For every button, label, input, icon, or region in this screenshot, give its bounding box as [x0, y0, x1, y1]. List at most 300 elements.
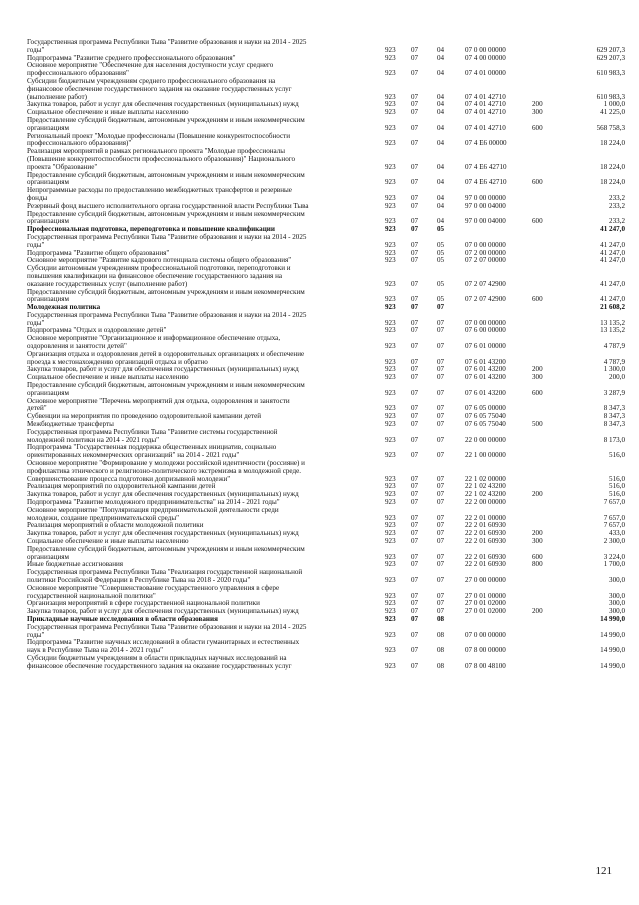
- agency-code: 923: [385, 139, 396, 148]
- agency-code: 923: [385, 100, 396, 109]
- subsection-code: 04: [437, 139, 445, 148]
- amount: 4 787,9: [603, 357, 625, 366]
- section-code: 07: [411, 357, 419, 366]
- section-code: 07: [411, 53, 419, 62]
- amount: 13 135,2: [600, 326, 625, 335]
- section-code: 07: [411, 388, 419, 397]
- agency-code: 923: [385, 373, 396, 382]
- subsection-code: 08: [437, 661, 445, 670]
- amount: 568 758,3: [596, 123, 625, 132]
- agency-code: 923: [385, 513, 396, 522]
- table-row: [27, 507, 625, 523]
- agency-code: 923: [385, 474, 396, 483]
- subsection-code: 07: [437, 490, 445, 499]
- table-row: [27, 655, 625, 671]
- amount: 7 657,0: [603, 521, 625, 530]
- amount: 14 990,0: [600, 630, 625, 639]
- agency-code: 923: [385, 661, 396, 670]
- amount: 41 247,0: [600, 248, 625, 257]
- target-code: 27 0 00 00000: [465, 575, 506, 584]
- agency-code: 923: [385, 498, 396, 507]
- expense-type-code: 300: [532, 537, 543, 545]
- section-code: 07: [411, 646, 419, 655]
- expense-type-code: 600: [532, 388, 543, 397]
- section-code: 07: [411, 591, 419, 600]
- section-code: 07: [411, 365, 419, 374]
- target-code: 07 6 05 75040: [465, 412, 506, 421]
- agency-code: 923: [385, 388, 396, 397]
- section-code: 07: [411, 217, 419, 226]
- section-code: 07: [411, 373, 419, 382]
- subsection-code: 08: [437, 614, 445, 623]
- amount: 629 207,3: [596, 53, 625, 62]
- target-code: 97 0 00 00000: [465, 193, 506, 202]
- row-name: Предоставление субсидий бюджетным, автономным учреждениям и иным некоммерческим организациям: [27, 381, 305, 397]
- amount: 200,0: [609, 373, 625, 382]
- amount: 516,0: [609, 474, 625, 483]
- expense-type-code: 600: [532, 552, 543, 561]
- row-name: Субсидии бюджетным учреждениям в области прикладных научных исследований на финансовое обеспечение государственного задания на оказание государственных услуг: [27, 653, 292, 670]
- amount: 41 247,0: [600, 240, 625, 249]
- agency-code: 923: [385, 552, 396, 561]
- row-name: Подпрограмма "Развитие научных исследований в области гуманитарных и естественных наук в Республике Тыва на 2014 - 2021 годы": [27, 638, 300, 655]
- row-name: Социальное обеспечение и иные выплаты населению: [27, 108, 189, 117]
- amount: 233,2: [609, 217, 625, 226]
- target-code: 07 4 E6 42710: [465, 162, 507, 171]
- target-code: 07 4 01 00000: [465, 69, 506, 78]
- agency-code: 923: [385, 404, 396, 413]
- amount: 3 287,9: [603, 388, 625, 397]
- section-code: 07: [411, 521, 419, 530]
- amount: 1 300,0: [603, 365, 625, 374]
- section-code: 07: [411, 498, 419, 507]
- section-code: 07: [411, 193, 419, 202]
- row-name: Закупка товаров, работ и услуг для обеспечения государственных (муниципальных) нужд: [27, 490, 299, 499]
- target-code: 27 0 01 02000: [465, 599, 506, 608]
- amount: 7 657,0: [603, 513, 625, 522]
- section-code: 07: [411, 318, 419, 327]
- table-row: [27, 429, 625, 445]
- row-name: Субсидии бюджетным учреждениям среднего профессионального образования на финансовое обеспечение государственного задания на оказание государственных услуг (выполнение работ): [27, 76, 292, 101]
- amount: 300,0: [609, 599, 625, 608]
- expense-type-code: 200: [532, 100, 543, 109]
- amount: 629 207,3: [596, 45, 625, 54]
- target-code: 07 6 01 43200: [465, 388, 506, 397]
- section-code: 07: [411, 342, 419, 351]
- section-code: 07: [411, 303, 419, 312]
- agency-code: 923: [385, 108, 396, 117]
- subsection-code: 07: [437, 591, 445, 600]
- section-code: 07: [411, 248, 419, 257]
- row-name: Подпрограмма "Развитие среднего профессионального образования": [27, 53, 236, 62]
- row-name: Государственная программа Республики Тыва "Развитие образования и науки на 2014 - 2025 годы": [27, 622, 307, 639]
- expense-type-code: 500: [532, 420, 543, 429]
- amount: 8 173,0: [603, 435, 625, 444]
- row-name: Государственная программа Республики Тыва "Развитие образования и науки на 2014 - 2025 годы": [27, 310, 307, 327]
- agency-code: 923: [385, 560, 396, 569]
- subsection-code: 07: [437, 599, 445, 608]
- table-row: [27, 62, 625, 78]
- table-row: [27, 211, 625, 227]
- section-code: 07: [411, 451, 419, 460]
- subsection-code: 07: [437, 451, 445, 460]
- subsection-code: 05: [437, 295, 445, 304]
- target-code: 27 0 01 02000: [465, 607, 506, 616]
- row-name: Социальное обеспечение и иные выплаты населению: [27, 537, 189, 545]
- row-name: Иные бюджетные ассигнования: [27, 560, 124, 569]
- target-code: 07 6 05 75040: [465, 420, 506, 429]
- amount: 433,0: [609, 529, 625, 538]
- section-code: 07: [411, 420, 419, 429]
- target-code: 07 4 01 42710: [465, 92, 506, 101]
- agency-code: 923: [385, 490, 396, 499]
- subsection-code: 08: [437, 646, 445, 655]
- expense-type-code: 300: [532, 373, 543, 382]
- amount: 610 983,3: [596, 69, 625, 78]
- amount: 14 990,0: [600, 646, 625, 655]
- section-code: 07: [411, 552, 419, 561]
- subsection-code: 07: [437, 607, 445, 616]
- section-code: 07: [411, 435, 419, 444]
- subsection-code: 04: [437, 162, 445, 171]
- row-name: Основное мероприятие "Обеспечение для населения доступности услуг среднего профессионального образования": [27, 61, 274, 78]
- agency-code: 923: [385, 614, 396, 623]
- agency-code: 923: [385, 69, 396, 78]
- table-row: [27, 546, 625, 562]
- expense-type-code: 600: [532, 295, 543, 304]
- subsection-code: 05: [437, 240, 445, 249]
- subsection-code: 07: [437, 373, 445, 382]
- amount: 41 247,0: [600, 225, 625, 234]
- amount: 8 347,3: [603, 404, 625, 413]
- target-code: 97 0 00 04000: [465, 201, 506, 210]
- section-code: 07: [411, 404, 419, 413]
- target-code: 07 0 00 00000: [465, 45, 506, 54]
- agency-code: 923: [385, 162, 396, 171]
- row-name: Реализация мероприятий в области молодежной политики: [27, 521, 204, 530]
- subsection-code: 05: [437, 256, 445, 265]
- table-row: [27, 351, 625, 367]
- section-code: 07: [411, 92, 419, 101]
- expense-type-code: 200: [532, 529, 543, 538]
- table-row: [27, 624, 625, 640]
- subsection-code: 07: [437, 326, 445, 335]
- target-code: 07 4 01 42710: [465, 123, 506, 132]
- section-code: 07: [411, 45, 419, 54]
- section-code: 07: [411, 162, 419, 171]
- subsection-code: 07: [437, 521, 445, 530]
- table-row: [27, 460, 625, 483]
- agency-code: 923: [385, 178, 396, 187]
- row-name: Основное мероприятие "Перечень мероприятий для отдыха, оздоровления и занятости детей": [27, 396, 290, 413]
- table-row: [27, 148, 625, 171]
- subsection-code: 07: [437, 357, 445, 366]
- amount: 300,0: [609, 607, 625, 616]
- page-number: 121: [595, 865, 612, 877]
- target-code: 07 4 00 00000: [465, 53, 506, 62]
- section-code: 07: [411, 529, 419, 538]
- subsection-code: 04: [437, 201, 445, 210]
- section-code: 07: [411, 630, 419, 639]
- subsection-code: 07: [437, 537, 445, 545]
- target-code: 22 2 01 60930: [465, 537, 506, 545]
- table-row: [27, 335, 625, 351]
- section-code: 07: [411, 139, 419, 148]
- table-row: [27, 585, 625, 601]
- subsection-code: 04: [437, 193, 445, 202]
- row-name: Реализация мероприятий в рамках регионального проекта "Молодые профессионалы (Повышение конкурентоспособности профессионального образования)" Национального проекта "Образование": [27, 147, 296, 171]
- target-code: 22 1 00 00000: [465, 451, 506, 460]
- agency-code: 923: [385, 225, 396, 234]
- table-row: [27, 265, 625, 288]
- agency-code: 923: [385, 326, 396, 335]
- target-code: 07 8 00 48100: [465, 661, 506, 670]
- section-code: 07: [411, 412, 419, 421]
- budget-table: [27, 39, 625, 671]
- expense-type-code: 600: [532, 178, 543, 187]
- subsection-code: 07: [437, 529, 445, 538]
- section-code: 07: [411, 490, 419, 499]
- table-row: [27, 187, 625, 203]
- subsection-code: 07: [437, 474, 445, 483]
- row-name: Государственная программа Республики Тыва "Развитие образования и науки на 2014 - 2025 годы": [27, 38, 307, 54]
- target-code: 07 6 01 00000: [465, 342, 506, 351]
- target-code: 22 2 01 60930: [465, 560, 506, 569]
- row-name: Социальное обеспечение и иные выплаты населению: [27, 373, 189, 382]
- subsection-code: 07: [437, 404, 445, 413]
- row-name: Государственная программа Республики Тыва "Развитие системы государственной молодежной политики на 2014 - 2021 годы": [27, 427, 278, 444]
- subsection-code: 07: [437, 513, 445, 522]
- subsection-code: 04: [437, 217, 445, 226]
- target-code: 07 6 01 43200: [465, 373, 506, 382]
- row-name: Резервный фонд высшего исполнительного органа государственной власти Республики Тыва: [27, 201, 309, 210]
- expense-type-code: 200: [532, 607, 543, 616]
- table-row: [27, 39, 625, 55]
- agency-code: 923: [385, 482, 396, 491]
- subsection-code: 04: [437, 108, 445, 117]
- section-code: 07: [411, 225, 419, 234]
- subsection-code: 07: [437, 498, 445, 507]
- row-name: Межбюджетные трансферты: [27, 420, 114, 429]
- row-name: Реализация мероприятий по оздоровительной кампании детей: [27, 482, 216, 491]
- row-name: Основное мероприятие "Развитие кадрового потенциала системы общего образования": [27, 256, 292, 265]
- expense-type-code: 200: [532, 365, 543, 374]
- subsection-code: 04: [437, 178, 445, 187]
- section-code: 07: [411, 201, 419, 210]
- target-code: 07 6 05 00000: [465, 404, 506, 413]
- agency-code: 923: [385, 318, 396, 327]
- target-code: 22 2 01 60930: [465, 529, 506, 538]
- subsection-code: 07: [437, 560, 445, 569]
- expense-type-code: 300: [532, 108, 543, 117]
- agency-code: 923: [385, 303, 396, 312]
- agency-code: 923: [385, 529, 396, 538]
- target-code: 07 6 00 00000: [465, 326, 506, 335]
- row-name: Предоставление субсидий бюджетным, автономным учреждениям и иным некоммерческим организациям: [27, 287, 305, 304]
- agency-code: 923: [385, 256, 396, 265]
- table-row: [27, 312, 625, 328]
- row-name: Закупка товаров, работ и услуг для обеспечения государственных (муниципальных) нужд: [27, 529, 299, 538]
- agency-code: 923: [385, 217, 396, 226]
- agency-code: 923: [385, 45, 396, 54]
- row-name: Основное мероприятие "Формирование у молодежи российской идентичности (россияне) и профилактика этнического и религиозно-политического экстремизма в молодежной среде. Совершенствование процесса подготовки допризывной молодежи": [27, 459, 305, 483]
- target-code: 07 6 01 43200: [465, 365, 506, 374]
- agency-code: 923: [385, 607, 396, 616]
- section-code: 07: [411, 295, 419, 304]
- amount: 13 135,2: [600, 318, 625, 327]
- agency-code: 923: [385, 591, 396, 600]
- row-name: Государственная программа Республики Тыва "Реализация государственной национальной политики Российской Федерации в Республике Тыва на 2018 - 2020 годы": [27, 568, 303, 584]
- agency-code: 923: [385, 521, 396, 530]
- row-name: Предоставление субсидий бюджетным, автономным учреждениям и иным некоммерческим организациям: [27, 115, 305, 132]
- subsection-code: 07: [437, 342, 445, 351]
- section-code: 07: [411, 607, 419, 616]
- row-name: Предоставление субсидий бюджетным, автономным учреждениям и иным некоммерческим организациям: [27, 209, 305, 226]
- target-code: 22 1 02 00000: [465, 474, 506, 483]
- amount: 14 990,0: [600, 614, 625, 623]
- expense-type-code: 800: [532, 560, 543, 569]
- agency-code: 923: [385, 412, 396, 421]
- subsection-code: 07: [437, 420, 445, 429]
- amount: 1 000,0: [603, 100, 625, 109]
- amount: 3 224,0: [603, 552, 625, 561]
- amount: 18 224,0: [600, 178, 625, 187]
- row-name: Предоставление субсидий бюджетным, автономным учреждениям и иным некоммерческим организациям: [27, 544, 305, 561]
- row-name: Подпрограмма "Развитие молодежного предпринимательства" на 2014 - 2021 годы": [27, 498, 280, 507]
- row-name: Организация отдыха и оздоровления детей в оздоровительных организациях и обеспечение проезда к местонахождению организаций отдыха и обратно: [27, 349, 305, 366]
- amount: 300,0: [609, 575, 625, 584]
- row-name: Подпрограмма "Государственная поддержка общественных инициатив, социально ориентированных некоммерческих организаций" на 2014 - 2021 годы": [27, 443, 277, 460]
- table-row: [27, 569, 625, 585]
- agency-code: 923: [385, 53, 396, 62]
- amount: 4 787,9: [603, 342, 625, 351]
- amount: 233,2: [609, 201, 625, 210]
- target-code: 07 4 E6 00000: [465, 139, 507, 148]
- agency-code: 923: [385, 599, 396, 608]
- agency-code: 923: [385, 451, 396, 460]
- row-name: Закупка товаров, работ и услуг для обеспечения государственных (муниципальных) нужд: [27, 365, 299, 374]
- section-code: 07: [411, 661, 419, 670]
- section-code: 07: [411, 256, 419, 265]
- section-code: 07: [411, 240, 419, 249]
- amount: 18 224,0: [600, 139, 625, 148]
- subsection-code: 04: [437, 92, 445, 101]
- row-name: Предоставление субсидий бюджетным, автономным учреждениям и иным некоммерческим организациям: [27, 170, 305, 187]
- target-code: 22 0 00 00000: [465, 435, 506, 444]
- target-code: 07 4 01 42710: [465, 100, 506, 109]
- section-code: 07: [411, 614, 419, 623]
- target-code: 22 2 01 60930: [465, 552, 506, 561]
- section-code: 07: [411, 474, 419, 483]
- row-name: Субсидии автономным учреждениям профессиональной подготовки, переподготовки и повышения квалификации на финансовое обеспечение государственного задания на оказание государственных услуг (выполнение работ): [27, 264, 291, 288]
- amount: 300,0: [609, 591, 625, 600]
- agency-code: 923: [385, 357, 396, 366]
- target-code: 22 1 02 43200: [465, 482, 506, 491]
- subsection-code: 05: [437, 248, 445, 257]
- subsection-code: 04: [437, 100, 445, 109]
- target-code: 22 2 01 00000: [465, 513, 506, 522]
- agency-code: 923: [385, 193, 396, 202]
- table-row: [27, 234, 625, 250]
- table-row: [27, 289, 625, 305]
- subsection-code: 07: [437, 365, 445, 374]
- agency-code: 923: [385, 279, 396, 288]
- section-code: 07: [411, 69, 419, 78]
- row-name: Подпрограмма "Отдых и оздоровление детей": [27, 326, 167, 335]
- section-code: 07: [411, 575, 419, 584]
- subsection-code: 04: [437, 45, 445, 54]
- row-name: Молодежная политика: [27, 303, 101, 312]
- row-name: Прикладные научные исследования в области образования: [27, 614, 218, 623]
- target-code: 22 1 02 43200: [465, 490, 506, 499]
- table-row: [27, 133, 625, 149]
- table-row: [27, 78, 625, 101]
- subsection-code: 07: [437, 435, 445, 444]
- agency-code: 923: [385, 201, 396, 210]
- target-code: 07 2 00 00000: [465, 248, 506, 257]
- subsection-code: 04: [437, 69, 445, 78]
- table-row: [27, 444, 625, 460]
- row-name: Субвенции на мероприятия по проведению оздоровительной кампании детей: [27, 412, 262, 421]
- subsection-code: 07: [437, 318, 445, 327]
- subsection-code: 07: [437, 388, 445, 397]
- target-code: 27 0 01 00000: [465, 591, 506, 600]
- target-code: 07 2 07 00000: [465, 256, 506, 265]
- row-name: Основное мероприятие "Организационное и информационное обеспечение отдыха, оздоровления и занятости детей": [27, 334, 281, 351]
- agency-code: 923: [385, 537, 396, 545]
- table-row: [27, 398, 625, 414]
- target-code: 07 2 07 42900: [465, 279, 506, 288]
- agency-code: 923: [385, 646, 396, 655]
- agency-code: 923: [385, 123, 396, 132]
- subsection-code: 07: [437, 482, 445, 491]
- target-code: 07 6 01 43200: [465, 357, 506, 366]
- agency-code: 923: [385, 420, 396, 429]
- section-code: 07: [411, 537, 419, 545]
- row-name: Основное мероприятие "Популяризация предпринимательской деятельности среди молодежи, создание предпринимательской среды": [27, 505, 279, 522]
- amount: 41 247,0: [600, 279, 625, 288]
- section-code: 07: [411, 100, 419, 109]
- subsection-code: 08: [437, 630, 445, 639]
- section-code: 07: [411, 123, 419, 132]
- target-code: 22 2 00 00000: [465, 498, 506, 507]
- amount: 14 990,0: [600, 661, 625, 670]
- subsection-code: 07: [437, 412, 445, 421]
- target-code: 07 4 01 42710: [465, 108, 506, 117]
- section-code: 07: [411, 108, 419, 117]
- section-code: 07: [411, 326, 419, 335]
- section-code: 07: [411, 279, 419, 288]
- target-code: 07 8 00 00000: [465, 646, 506, 655]
- subsection-code: 05: [437, 225, 445, 234]
- amount: 41 247,0: [600, 295, 625, 304]
- subsection-code: 07: [437, 303, 445, 312]
- target-code: 07 2 07 42900: [465, 295, 506, 304]
- amount: 41 247,0: [600, 256, 625, 265]
- row-name: Профессиональная подготовка, переподготовка и повышение квалификации: [27, 225, 275, 234]
- expense-type-code: 600: [532, 123, 543, 132]
- subsection-code: 04: [437, 123, 445, 132]
- target-code: 07 0 00 00000: [465, 630, 506, 639]
- section-code: 07: [411, 482, 419, 491]
- agency-code: 923: [385, 295, 396, 304]
- row-name: Подпрограмма "Развитие общего образования": [27, 248, 170, 257]
- expense-type-code: 600: [532, 217, 543, 226]
- amount: 233,2: [609, 193, 625, 202]
- agency-code: 923: [385, 342, 396, 351]
- row-name: Закупка товаров, работ и услуг для обеспечения государственных (муниципальных) нужд: [27, 607, 299, 616]
- target-code: 07 4 E6 42710: [465, 178, 507, 187]
